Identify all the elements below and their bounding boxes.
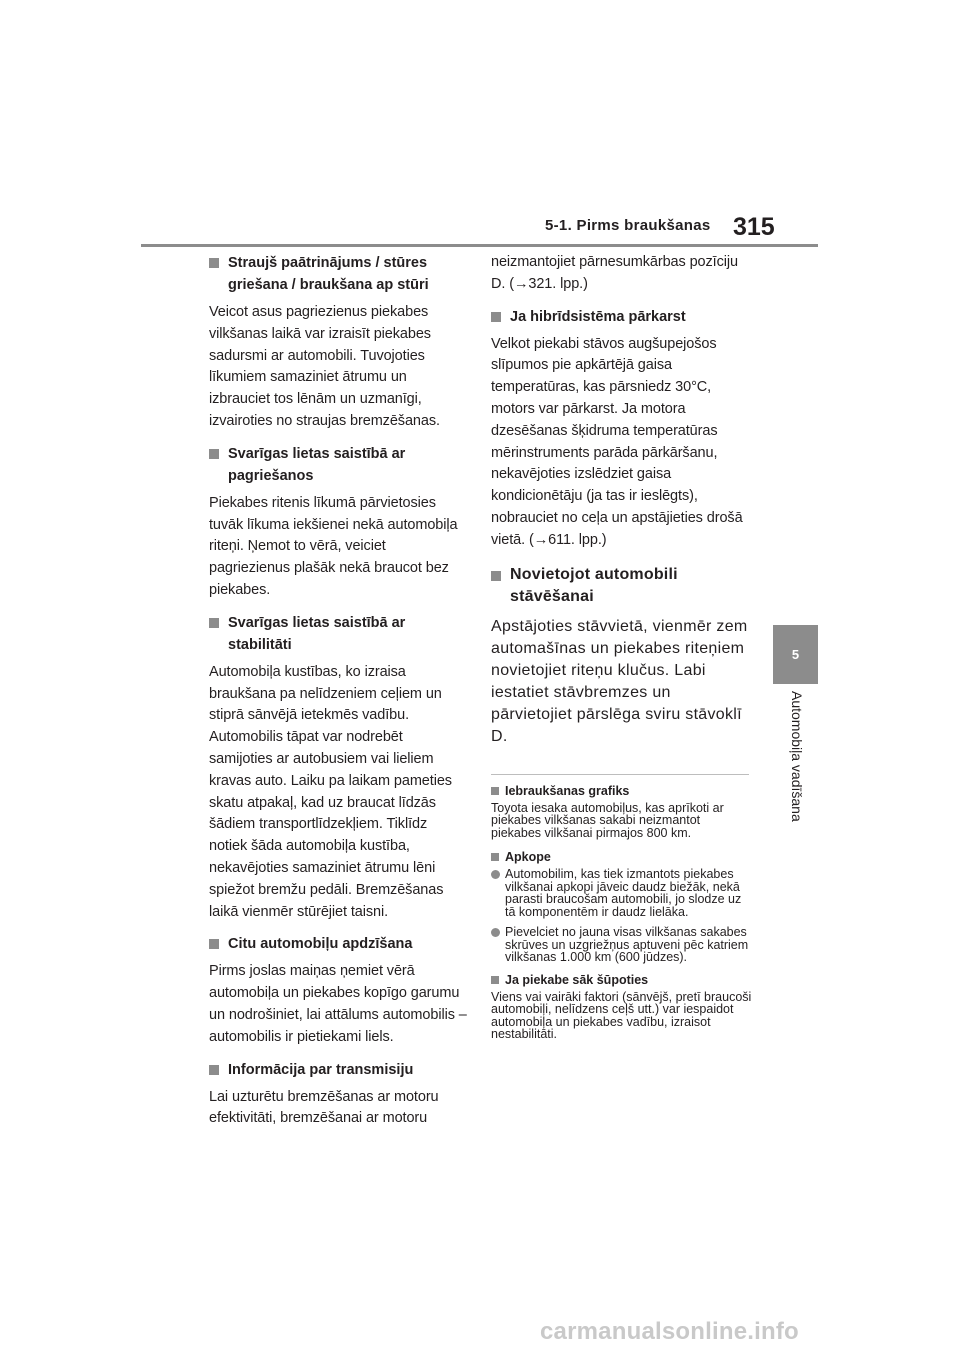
header-rule [141,244,818,247]
parking-heading-text: Novietojot automobili stāvēšanai [510,565,678,605]
page-number: 315 [733,213,775,241]
note-heading-text: Ja piekabe sāk šūpoties [505,972,649,987]
section-body: Piekabes ritenis līkumā pārvietosies tuvāk līkuma iekšienei nekā automobiļa riteņi. Ņemot to vērā, veiciet pagriezienus plašāk nekā braucot bez piekabes. [209,494,458,598]
bullet-text: Automobilim, kas tiek izmantots piekabes vilkšanai apkopi jāveic daudz biežāk, nekā parasti braucošam automobili, jo slodze uz tā komponentēm ir daudz lielāka. [505,867,742,919]
section-body: Lai uzturētu bremzēšanas ar motoru efektivitāti, bremzēšanai ar motoru [209,1088,439,1127]
continued-text: neizmantojiet pārnesumkārbas pozīciju D. (→321. lpp.) [491,254,738,292]
square-bullet-icon [209,1065,219,1075]
note-heading [491,849,753,865]
right-column [491,252,753,1051]
section-heading-text: Svarīgas lietas saistībā ar stabilitāti [228,614,406,653]
square-bullet-icon [209,258,219,268]
section-heading-text: Svarīgas lietas saistībā ar pagriešanos [228,445,406,484]
note-heading [491,972,753,988]
note-body: Viens vai vairāki faktori (sānvējš, pretī braucoši automobiļi, nelīdzens ceļš utt.) var iespaidot automobiļa un piekabes vadību, izraisot nestabilitāti. [491,989,752,1042]
parking-heading [491,564,753,608]
section-body: Pirms joslas maiņas ņemiet vērā automobiļa un piekabes kopīgo garumu un nodrošiniet, lai attālums automobilis – automobilis ir pietiekami liels. [209,963,467,1045]
section-heading [209,612,467,656]
bullet-item [491,868,753,918]
section-heading [209,933,467,955]
section-heading [209,1059,467,1081]
square-bullet-icon [491,787,499,795]
note-body: Toyota iesaka automobiļus, kas aprīkoti ar piekabes vilkšanas sakabi neizmantot piekabes vilkšanai pirmajos 800 km. [491,800,724,840]
chapter-tab[interactable]: 5 [773,625,818,684]
section-heading-text: Informācija par transmisiju [228,1061,414,1078]
square-bullet-icon [491,853,499,861]
section-body: Velkot piekabi stāvos augšupejošos slīpumos pie apkārtējā gaisa temperatūras, kas pārsniedz 30°C, motors var pārkarst. Ja motora dzesēšanas šķidruma temperatūras mērinstruments parāda pārkāršanu, nekavējoties izslēdziet gaisa kondicionētāju (ja tas ir ieslēgts), nobrauciet no ceļa un apstājieties drošā vietā. (→611. lpp.) [491,335,743,548]
section-body: Veicot asus pagriezienus piekabes vilkšanas laikā var izraisīt piekabes sadursmi ar automobili. Tuvojoties līkumiem samaziniet ātrumu un izbrauciet tos lēnām un uzmanīgi, izvairoties no straujas bremzēšanas. [209,304,440,429]
square-bullet-icon [209,618,219,628]
section-heading [491,306,753,328]
section-heading-text: Ja hibrīdsistēma pārkarst [510,308,686,325]
note-heading-text: Iebraukšanas grafiks [505,783,630,798]
bullet-item [491,926,753,964]
header-section-title: 5-1. Pirms braukšanas [545,217,711,234]
round-bullet-icon [491,928,500,937]
notes-divider [491,774,749,775]
note-heading-text: Apkope [505,850,551,865]
section-body: Automobiļa kustības, ko izraisa braukšana pa nelīdzeniem ceļiem un stiprā sānvējā ietekmēs vadību. Automobilis tāpat var nodrebēt samijoties ar autobusiem vai lieliem kravas auto. Laiku pa laikam pameties skatu atpakaļ, kad uz braucat līdzās šādiem transportlīdzekļiem. Tiklīdz notiek šāda automobiļa kustība, nekavējoties samaziniet ātrumu lēni spiežot bremžu pedāli. Bremzēšanas laikā vienmēr stūrējiet taisni. [209,663,452,920]
round-bullet-icon [491,870,500,879]
square-bullet-icon [209,939,219,949]
chapter-title: Automobiļa vadīšana [789,691,805,822]
left-column [209,252,467,1140]
section-heading-text: Straujš paātrinājums / stūres griešana / braukšana ap stūri [228,255,429,293]
section-heading [209,252,467,296]
square-bullet-icon [209,449,219,459]
section-heading-text: Citu automobiļu apdzīšana [228,936,413,953]
square-bullet-icon [491,571,501,581]
parking-body: Apstājoties stāvvietā, vienmēr zem automašīnas un piekabes riteņiem novietojiet riteņu klučus. Labi iestatiet stāvbremzes un pārvietojiet pārslēga sviru stāvoklī D. [491,617,748,745]
section-heading [209,443,467,487]
bullet-text: Pievelciet no jauna visas vilkšanas sakabes skrūves un uzgriežņus aptuveni pēc katriem vilkšanas 1.000 km (600 jūdzes). [505,925,749,965]
watermark: carmanualsonline.info [540,1318,799,1345]
square-bullet-icon [491,976,499,984]
note-heading [491,783,753,799]
square-bullet-icon [491,312,501,322]
